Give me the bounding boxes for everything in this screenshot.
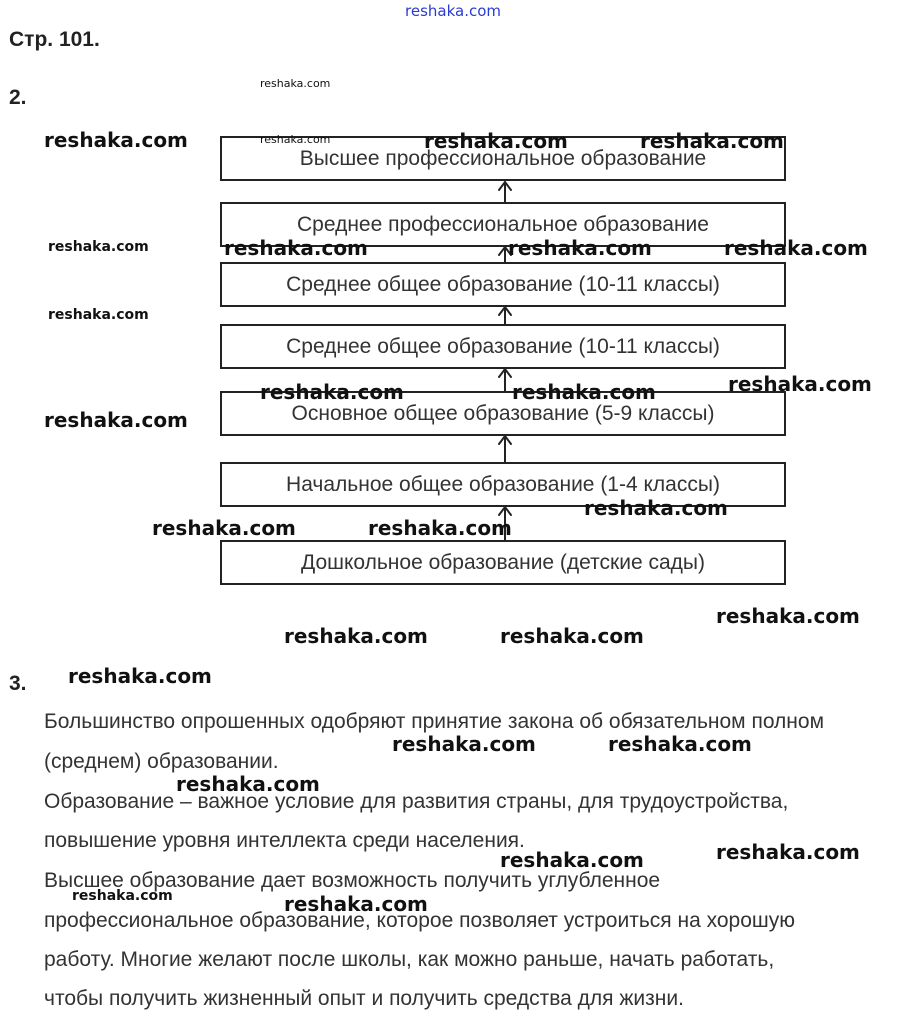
task-2-number: 2. — [9, 86, 27, 109]
watermark: reshaka.com — [608, 732, 752, 756]
watermark: reshaka.com — [500, 848, 644, 872]
watermark: reshaka.com — [260, 133, 331, 146]
watermark: reshaka.com — [640, 129, 784, 153]
watermark: reshaka.com — [48, 307, 149, 323]
watermark: reshaka.com — [500, 624, 644, 648]
watermark: reshaka.com — [152, 516, 296, 540]
watermark: reshaka.com — [728, 372, 872, 396]
watermark: reshaka.com — [716, 840, 860, 864]
level-box-preschool: Дошкольное образование (детские сады) — [220, 540, 786, 585]
watermark: reshaka.com — [508, 236, 652, 260]
level-box-basic-general: Основное общее образование (5-9 классы) — [220, 391, 786, 436]
answer-line-5: Высшее образование дает возможность получить углубленное — [44, 869, 661, 892]
task-3-number: 3. — [9, 672, 27, 695]
watermark: reshaka.com — [716, 604, 860, 628]
answer-line-4: повышение уровня интеллекта среди населения. — [44, 829, 525, 852]
watermark: reshaka.com — [584, 496, 728, 520]
watermark: reshaka.com — [284, 892, 428, 916]
level-box-higher-professional: Высшее профессиональное образование — [220, 136, 786, 181]
watermark: reshaka.com — [724, 236, 868, 260]
up-arrow-icon — [499, 436, 511, 462]
watermark: reshaka.com — [512, 380, 656, 404]
up-arrow-icon — [499, 369, 511, 391]
watermark: reshaka.com — [68, 664, 212, 688]
watermark: reshaka.com — [368, 516, 512, 540]
watermark: reshaka.com — [260, 77, 331, 90]
answer-line-6: профессиональное образование, которое позволяет устроиться на хорошую — [44, 909, 795, 932]
up-arrow-icon — [499, 307, 511, 324]
watermark: reshaka.com — [392, 732, 536, 756]
watermark: reshaka.com — [284, 624, 428, 648]
answer-line-2: (среднем) образовании. — [44, 750, 279, 773]
level-box-secondary-general-1: Среднее общее образование (10-11 классы) — [220, 262, 786, 307]
answer-line-1: Большинство опрошенных одобряют принятие закона об обязательном полном — [44, 710, 825, 733]
answer-line-7: работу. Многие желают после школы, как можно раньше, начать работать, — [44, 948, 775, 971]
site-watermark-top: reshaka.com — [405, 2, 501, 20]
watermark: reshaka.com — [260, 380, 404, 404]
watermark: reshaka.com — [176, 772, 320, 796]
level-box-secondary-professional: Среднее профессиональное образование — [220, 202, 786, 247]
watermark: reshaka.com — [72, 888, 173, 904]
watermark: reshaka.com — [44, 128, 188, 152]
watermark: reshaka.com — [224, 236, 368, 260]
watermark: reshaka.com — [44, 408, 188, 432]
answer-line-8: чтобы получить жизненный опыт и получить средства для жизни. — [44, 987, 684, 1010]
level-box-secondary-general-2: Среднее общее образование (10-11 классы) — [220, 324, 786, 369]
up-arrow-icon — [499, 182, 511, 202]
watermark: reshaka.com — [424, 129, 568, 153]
level-box-primary-general: Начальное общее образование (1-4 классы) — [220, 462, 786, 507]
watermark: reshaka.com — [48, 239, 149, 255]
answer-line-3: Образование – важное условие для развития страны, для трудоустройства, — [44, 790, 789, 813]
page-label: Стр. 101. — [9, 28, 100, 51]
